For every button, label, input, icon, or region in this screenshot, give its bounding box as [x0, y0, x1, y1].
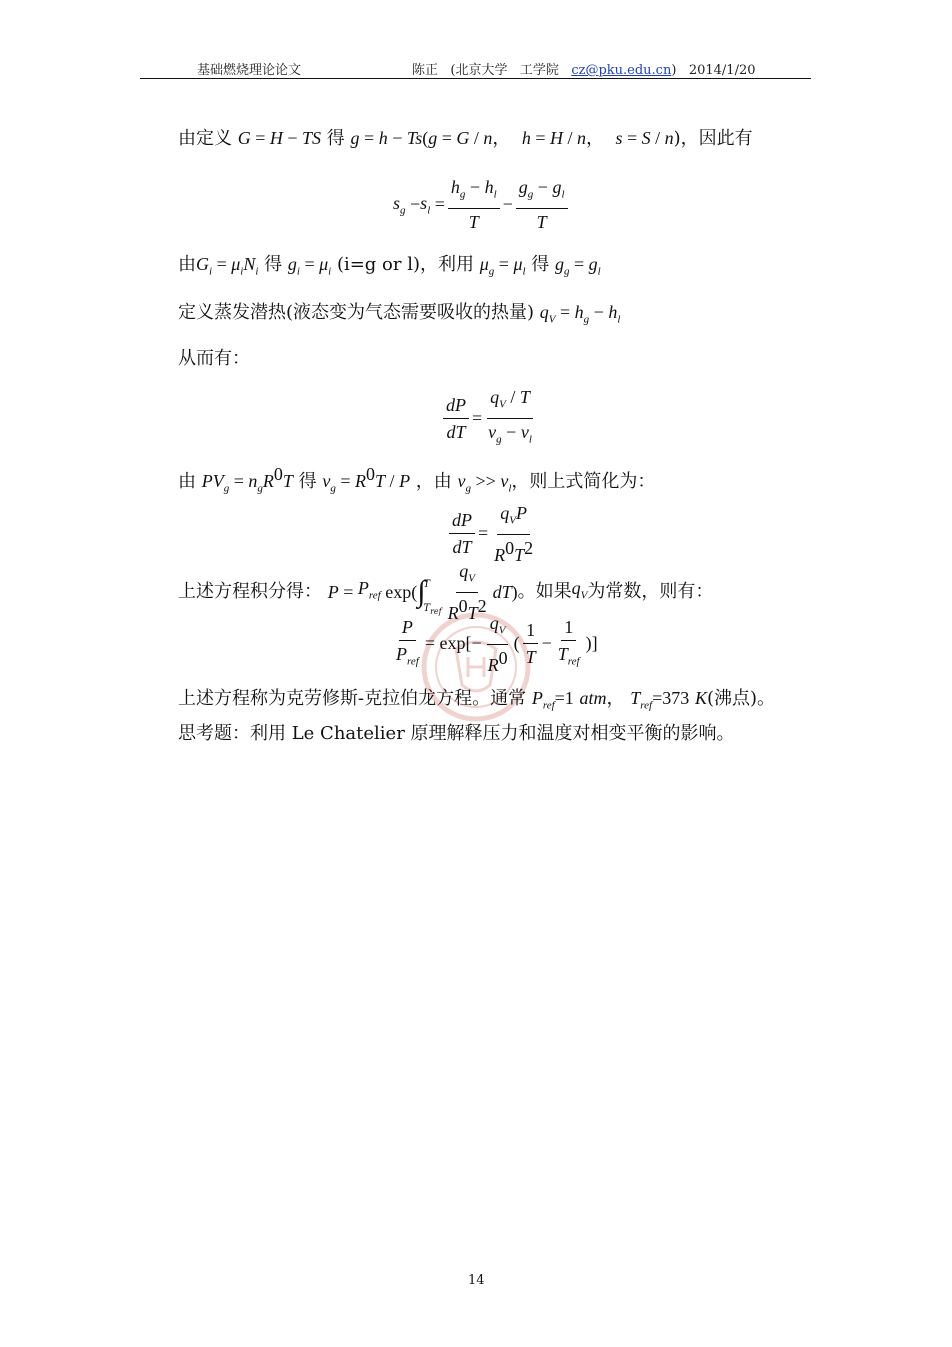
text-therefore: )，因此有 — [673, 128, 753, 149]
thinking-question: 思考题：利用 Le Chatelier 原理解释压力和温度对相变平衡的影响。 — [178, 723, 735, 744]
clausius-clapeyron-line: 上述方程称为克劳修斯-克拉伯龙方程。通常 $P_{ref}=1$ atm， $T_{ref}=373$ K(沸点)。 — [178, 688, 776, 712]
thus-line: 从而有： — [178, 348, 250, 369]
header-school: 工学院 — [519, 63, 559, 78]
clausius-clapeyron-equation: $\frac{P}{P_{ref}}$ = exp[− $\frac{q_V}{R^0}$ ( $\frac{1}{T}$ − $\frac{1}{T_{ref}}$ )] — [396, 613, 598, 675]
text-atm: atm — [579, 688, 607, 708]
text-you-2: 由 — [178, 471, 196, 492]
header-affiliation: (北京大学 — [450, 63, 508, 78]
text-de: 得 — [326, 128, 345, 149]
header-date: 2014/1/20 — [688, 63, 756, 78]
header-rule — [140, 78, 811, 79]
text-latent-heat: 定义蒸发潜热(液态变为气态需要吸收的热量) — [178, 302, 535, 323]
simplified-equation: $\frac{dP}{dT}$ = $\frac{q_VP}{R^0T^2}$ — [446, 502, 539, 566]
header-course-title: 基础燃烧理论论文 — [197, 63, 302, 78]
fraction-gibbs: $\frac{g_g - g_l}{T}$ — [516, 176, 568, 233]
header-email-link[interactable]: cz@pku.edu.cn — [571, 63, 672, 78]
latent-heat-line: 定义蒸发潜热(液态变为气态需要吸收的热量) $q_V = h_g - h_l$ — [178, 302, 621, 326]
text-definition: 由定义 — [178, 128, 232, 149]
integral-sign: ∫ — [417, 574, 426, 608]
page-number: 14 — [468, 1273, 485, 1288]
text-boiling: (沸点)。 — [707, 688, 776, 709]
text-if: 。如果 — [517, 580, 572, 602]
text-you: 由 — [178, 254, 196, 275]
integration-line: 上述方程积分得： P = $P_{ref}$ exp( ∫ T $T_{ref}$ $\frac{q_V}{R^0T^2}$ dT ) 。如果 $q_V$ 为常数，则有： — [178, 561, 714, 623]
text-comma-3: ， — [606, 688, 625, 709]
text-de-2: 得 — [264, 254, 283, 275]
clapeyron-equation: $\frac{dP}{dT}$ = $\frac{q_V / T}{v_g - v_l}$ — [440, 386, 538, 450]
text-kelvin: K — [694, 688, 707, 708]
text-integrate: 上述方程积分得： — [178, 580, 322, 602]
text-simplify: ，则上式简化为： — [511, 471, 656, 492]
fraction-enthalpy: $\frac{h_g - h_l}{T}$ — [448, 176, 500, 233]
definition-line: 由定义 G = H − TS 得 g = h − Ts(g = G / n， h = H / n， s = S / n)，因此有 — [178, 128, 753, 149]
header-paren: ) — [671, 63, 677, 78]
text-de-4: 得 — [298, 471, 317, 492]
text-cc-name: 上述方程称为克劳修斯-克拉伯龙方程。通常 — [178, 688, 527, 709]
math-gibbs-def: G — [237, 128, 251, 148]
text-tref-value: =373 — [652, 688, 690, 708]
text-comma-2: ， — [586, 128, 605, 149]
text-pref-value: =1 — [554, 688, 574, 708]
chemical-potential-line: 由$G_i = \mu_iN_i$ 得 $g_i = \mu_i$ (i=g or l)，利用 $\mu_g = \mu_l$ 得 $g_g = g_l$ — [178, 254, 601, 278]
text-constant: 为常数，则有： — [587, 580, 714, 602]
ideal-gas-line: 由 $PV_g = n_gR^0T$ 得 $v_g = R^0T / P$ ，由 $v_g >> v_l$，则上式简化为： — [178, 464, 656, 495]
text-de-3: 得 — [531, 254, 550, 275]
entropy-equation: $s_g$ − $s_l$ = $\frac{h_g - h_l}{T}$ − $\frac{g_g - g_l}{T}$ — [393, 176, 571, 233]
text-phase-cond: (i=g or l)，利用 — [336, 254, 474, 275]
text-comma-1: ， — [492, 128, 511, 149]
header-author: 陈正 — [412, 63, 439, 78]
text-you-3: ，由 — [415, 471, 452, 492]
header-author-line — [412, 59, 756, 78]
